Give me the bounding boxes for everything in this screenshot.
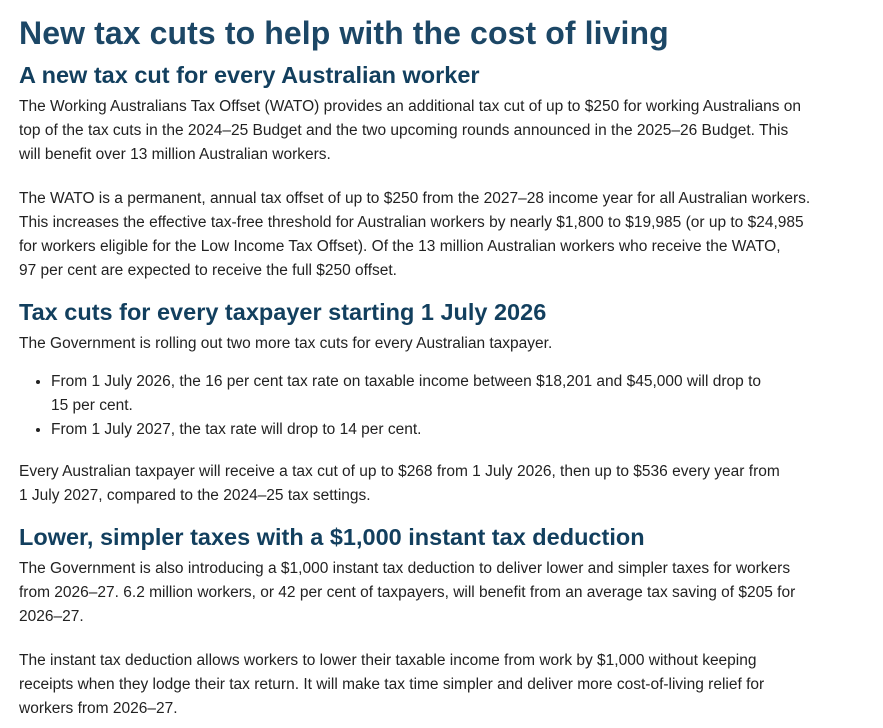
text-line: Every Australian taxpayer will receive a tax cut of up to $268 from 1 July 2026, then up to $536 every year from	[19, 463, 780, 480]
section-heading-tax-cuts: Tax cuts for every taxpayer starting 1 July 2026	[19, 299, 547, 325]
text-line: This increases the effective tax-free threshold for Australian workers by nearly $1,800 to $19,985 (or up to $24,985	[19, 214, 804, 231]
paragraph-wato-details	[19, 187, 864, 283]
text-line: The WATO is a permanent, annual tax offset of up to $250 from the 2027–28 income year for all Australian workers.	[19, 190, 811, 207]
section-heading-instant-deduction: Lower, simpler taxes with a $1,000 instant tax deduction	[19, 524, 645, 550]
text-line: 97 per cent are expected to receive the full $250 offset.	[19, 262, 397, 279]
paragraph-wato-intro	[19, 95, 864, 167]
text-line: 15 per cent.	[51, 397, 133, 414]
text-line: The instant tax deduction allows workers to lower their taxable income from work by $1,000 without keeping	[19, 652, 757, 669]
text-line: will benefit over 13 million Australian workers.	[19, 146, 331, 163]
section-heading-wato: A new tax cut for every Australian worker	[19, 62, 480, 88]
tax-cuts-list	[19, 370, 864, 442]
text-line: receipts when they lodge their tax return. It will make tax time simpler and deliver more cost-of-living relief for	[19, 676, 765, 693]
page-title: New tax cuts to help with the cost of living	[19, 15, 669, 51]
text-line: 1 July 2027, compared to the 2024–25 tax settings.	[19, 487, 371, 504]
text-line: • From 1 July 2027, the tax rate will drop to 14 per cent.	[51, 421, 422, 438]
text-line: workers from 2026–27.	[19, 700, 178, 717]
paragraph-tax-cuts-summary	[19, 460, 864, 508]
paragraph-tax-cuts-intro: The Government is rolling out two more tax cuts for every Australian taxpayer.	[19, 335, 553, 352]
text-line: • From 1 July 2026, the 16 per cent tax rate on taxable income between $18,201 and $45,000 will drop to	[51, 373, 762, 390]
list-item	[51, 418, 864, 442]
paragraph-instant-deduction-intro	[19, 557, 864, 629]
paragraph-instant-deduction-details	[19, 649, 864, 721]
text-line: top of the tax cuts in the 2024–25 Budget and the two upcoming rounds announced in the 2025–26 Budget. This	[19, 122, 789, 139]
text-line: for workers eligible for the Low Income Tax Offset). Of the 13 million Australian workers who receive the WATO,	[19, 238, 781, 255]
text-line: from 2026–27. 6.2 million workers, or 42 per cent of taxpayers, will benefit from an average tax saving of $205 for	[19, 584, 796, 601]
text-line: The Government is also introducing a $1,000 instant tax deduction to deliver lower and simpler taxes for workers	[19, 560, 791, 577]
list-item	[51, 370, 864, 418]
text-line: 2026–27.	[19, 608, 84, 625]
text-line: The Working Australians Tax Offset (WATO) provides an additional tax cut of up to $250 for working Australians on	[19, 98, 802, 115]
